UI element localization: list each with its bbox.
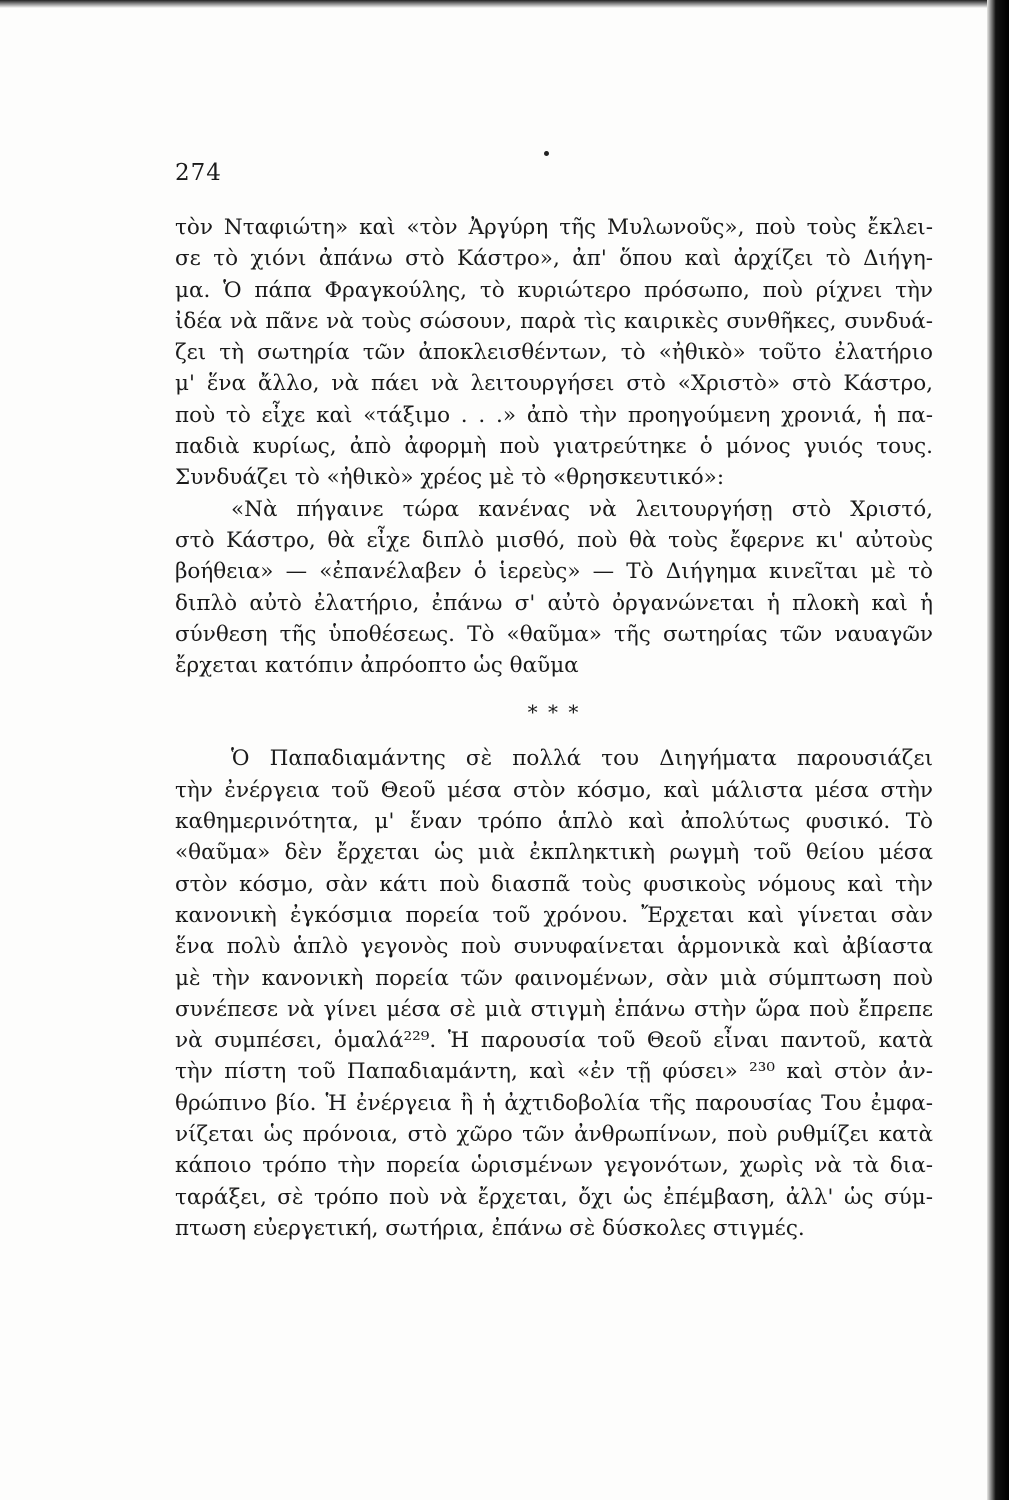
text-line: ταράξει, σὲ τρόπο ποὺ νὰ ἔρχεται, ὄχι ὡς ἐπέμβαση, ἀλλ' ὡς σύμ- <box>175 1184 933 1210</box>
text-line: τὴν πίστη τοῦ Παπαδιαμάντη, καὶ «ἐν τῇ φύσει» ²³⁰ καὶ στὸν ἀν- <box>175 1059 933 1085</box>
text-line: σε τὸ χιόνι ἀπάνω στὸ Κάστρο», ἀπ' ὅπου καὶ ἀρχίζει τὸ Διήγη- <box>175 246 933 272</box>
text-line: βοήθεια» — «ἐπανέλαβεν ὁ ἱερεὺς» — Τὸ Διήγημα κινεῖται μὲ τὸ <box>175 559 933 585</box>
text-line: συνέπεσε νὰ γίνει μέσα σὲ μιὰ στιγμὴ ἐπάνω στὴν ὥρα ποὺ ἔπρεπε <box>175 996 933 1022</box>
page-number: 274 <box>175 160 222 186</box>
text-line: σύνθεση τῆς ὑποθέσεως. Τὸ «θαῦμα» τῆς σωτηρίας τῶν ναυαγῶν <box>175 621 933 647</box>
text-line: πτωση εὐεργετική, σωτήρια, ἐπάνω σὲ δύσκολες στιγμές. <box>175 1215 805 1241</box>
text-line: Ὁ Παπαδιαμάντης σὲ πολλά του Διηγήματα παρουσιάζει <box>231 746 933 772</box>
paragraph-3 <box>175 743 933 1244</box>
body-text <box>175 212 933 1244</box>
text-line: νὰ συμπέσει, ὁμαλά²²⁹. Ἡ παρουσία τοῦ Θεοῦ εἶναι παντοῦ, κατὰ <box>175 1028 933 1054</box>
text-line: ἔρχεται κατόπιν ἀπρόοπτο ὡς θαῦμα <box>175 653 579 679</box>
scan-edge-right <box>987 0 1009 1500</box>
text-line: τὴν ἐνέργεια τοῦ Θεοῦ μέσα στὸν κόσμο, καὶ μάλιστα μέσα στὴν <box>175 777 933 803</box>
text-line: νίζεται ὡς πρόνοια, στὸ χῶρο τῶν ἀνθρωπίνων, ποὺ ρυθμίζει κατὰ <box>175 1122 933 1148</box>
text-line: στὸν κόσμο, σὰν κάτι ποὺ διασπᾶ τοὺς φυσικοὺς νόμους καὶ τὴν <box>175 871 933 897</box>
text-line: «θαῦμα» δὲν ἔρχεται ὡς μιὰ ἐκπληκτικὴ ρωγμὴ τοῦ θείου μέσα <box>175 840 933 866</box>
text-line: μ' ἕνα ἄλλο, νὰ πάει νὰ λειτουργήσει στὸ «Χριστὸ» στὸ Κάστρο, <box>175 371 933 397</box>
text-line: τὸν Νταφιώτη» καὶ «τὸν Ἀργύρη τῆς Μυλωνοῦς», ποὺ τοὺς ἔκλει- <box>175 215 933 240</box>
text-line: ἰδέα νὰ πᾶνε νὰ τοὺς σώσουν, παρὰ τὶς καιρικὲς συνθῆκες, συνδυά- <box>175 308 933 334</box>
text-line: ποὺ τὸ εἶχε καὶ «τάξιμο . . .» ἀπὸ τὴν προηγούμενη χρονιά, ἡ πα- <box>175 402 933 428</box>
text-line: «Νὰ πήγαινε τώρα κανένας νὰ λειτουργήσῃ στὸ Χριστό, <box>231 496 933 522</box>
text-line: ζει τὴ σωτηρία τῶν ἀποκλεισθέντων, τὸ «ἠθικὸ» τοῦτο ἐλατήριο <box>175 340 933 366</box>
text-line: καθημερινότητα, μ' ἕναν τρόπο ἁπλὸ καὶ ἀπολύτως φυσικό. Τὸ <box>175 809 933 835</box>
text-line: κανονικὴ ἐγκόσμια πορεία τοῦ χρόνου. Ἔρχεται καὶ γίνεται σὰν <box>175 902 933 928</box>
text-line: κάποιο τρόπο τὴν πορεία ὡρισμένων γεγονότων, χωρὶς νὰ τὰ δια- <box>175 1153 933 1179</box>
paragraph-2 <box>175 494 933 682</box>
scan-speck <box>544 151 549 156</box>
paragraph-1 <box>175 212 933 494</box>
text-line: Συνδυάζει τὸ «ἠθικὸ» χρέος μὲ τὸ «θρησκευτικό»: <box>175 465 725 491</box>
text-line: ἕνα πολὺ ἁπλὸ γεγονὸς ποὺ συνυφαίνεται ἁρμονικὰ καὶ ἀβίαστα <box>175 934 933 960</box>
text-line: στὸ Κάστρο, θὰ εἶχε διπλὸ μισθό, ποὺ θὰ τοὺς ἔφερνε κι' αὐτοὺς <box>175 527 933 553</box>
section-separator: * * * <box>527 700 581 725</box>
text-line: μὲ τὴν κανονικὴ πορεία τῶν φαινομένων, σὰν μιὰ σύμπτωση ποὺ <box>175 965 933 991</box>
text-line: μα. Ὁ πάπα Φραγκούλης, τὸ κυριώτερο πρόσωπο, ποὺ ρίχνει τὴν <box>175 277 933 303</box>
text-line: διπλὸ αὐτὸ ἐλατήριο, ἐπάνω σ' αὐτὸ ὀργανώνεται ἡ πλοκὴ καὶ ἡ <box>175 590 933 616</box>
text-line: παδιὰ κυρίως, ἀπὸ ἀφορμὴ ποὺ γιατρεύτηκε ὁ μόνος γυιός τους. <box>175 434 933 460</box>
text-line: θρώπινο βίο. Ἡ ἐνέργεια ἢ ἡ ἀχτιδοβολία τῆς παρουσίας Του ἐμφα- <box>175 1090 933 1116</box>
scan-edge-top <box>0 0 1009 8</box>
